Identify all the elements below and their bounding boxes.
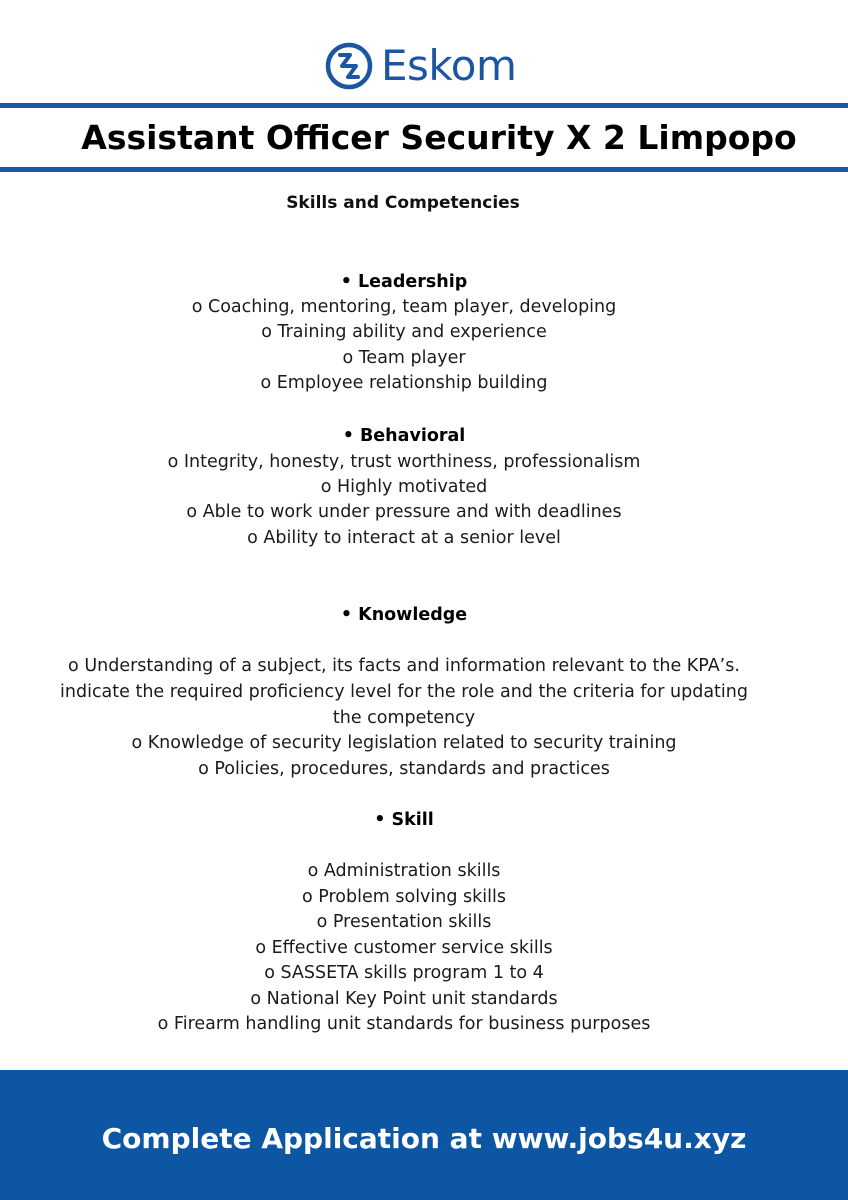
competency-item: o Highly motivated	[320, 477, 488, 497]
eskom-logo	[325, 40, 516, 92]
competency-item: indicate the required proficiency level for the role and the criteria for updating	[60, 682, 748, 702]
competency-heading: • Knowledge	[340, 605, 468, 625]
title-rule-bottom	[0, 167, 848, 172]
competency-item: o Knowledge of security legislation related to security training	[131, 733, 677, 753]
competency-item: o Problem solving skills	[301, 887, 506, 907]
eskom-swirl-icon	[325, 42, 373, 90]
competency-item: o Integrity, honesty, trust worthiness, professionalism	[167, 452, 641, 472]
competency-item: o Able to work under pressure and with deadlines	[186, 502, 622, 522]
competency-heading: • Skill	[374, 810, 434, 830]
competency-item: o Team player	[342, 348, 466, 368]
competency-item: o Ability to interact at a senior level	[247, 528, 561, 548]
section-heading: Skills and Competencies	[286, 193, 520, 213]
competency-item: o Presentation skills	[316, 912, 492, 932]
competency-item: o Coaching, mentoring, team player, developing	[191, 297, 617, 317]
competency-item: o SASSETA skills program 1 to 4	[264, 963, 544, 983]
page-title: Assistant Officer Security X 2 Limpopo	[81, 117, 797, 157]
competency-item: o Employee relationship building	[260, 373, 548, 393]
application-link-text[interactable]: Complete Application at www.jobs4u.xyz	[101, 1121, 747, 1155]
competency-item: o Effective customer service skills	[255, 938, 553, 958]
competency-item: o Understanding of a subject, its facts and information relevant to the KPA’s.	[68, 656, 740, 676]
competency-item: the competency	[332, 708, 476, 728]
competency-item: o Training ability and experience	[261, 322, 547, 342]
competency-item: o National Key Point unit standards	[250, 989, 558, 1009]
competency-item: o Administration skills	[307, 861, 501, 881]
brand-name: Eskom	[381, 41, 517, 90]
title-rule-top	[0, 103, 848, 108]
competency-item: o Policies, procedures, standards and practices	[198, 759, 610, 779]
footer-banner	[0, 1070, 848, 1200]
competency-heading: • Behavioral	[342, 426, 466, 446]
competency-heading: • Leadership	[340, 272, 468, 292]
competency-item: o Firearm handling unit standards for business purposes	[157, 1014, 651, 1034]
